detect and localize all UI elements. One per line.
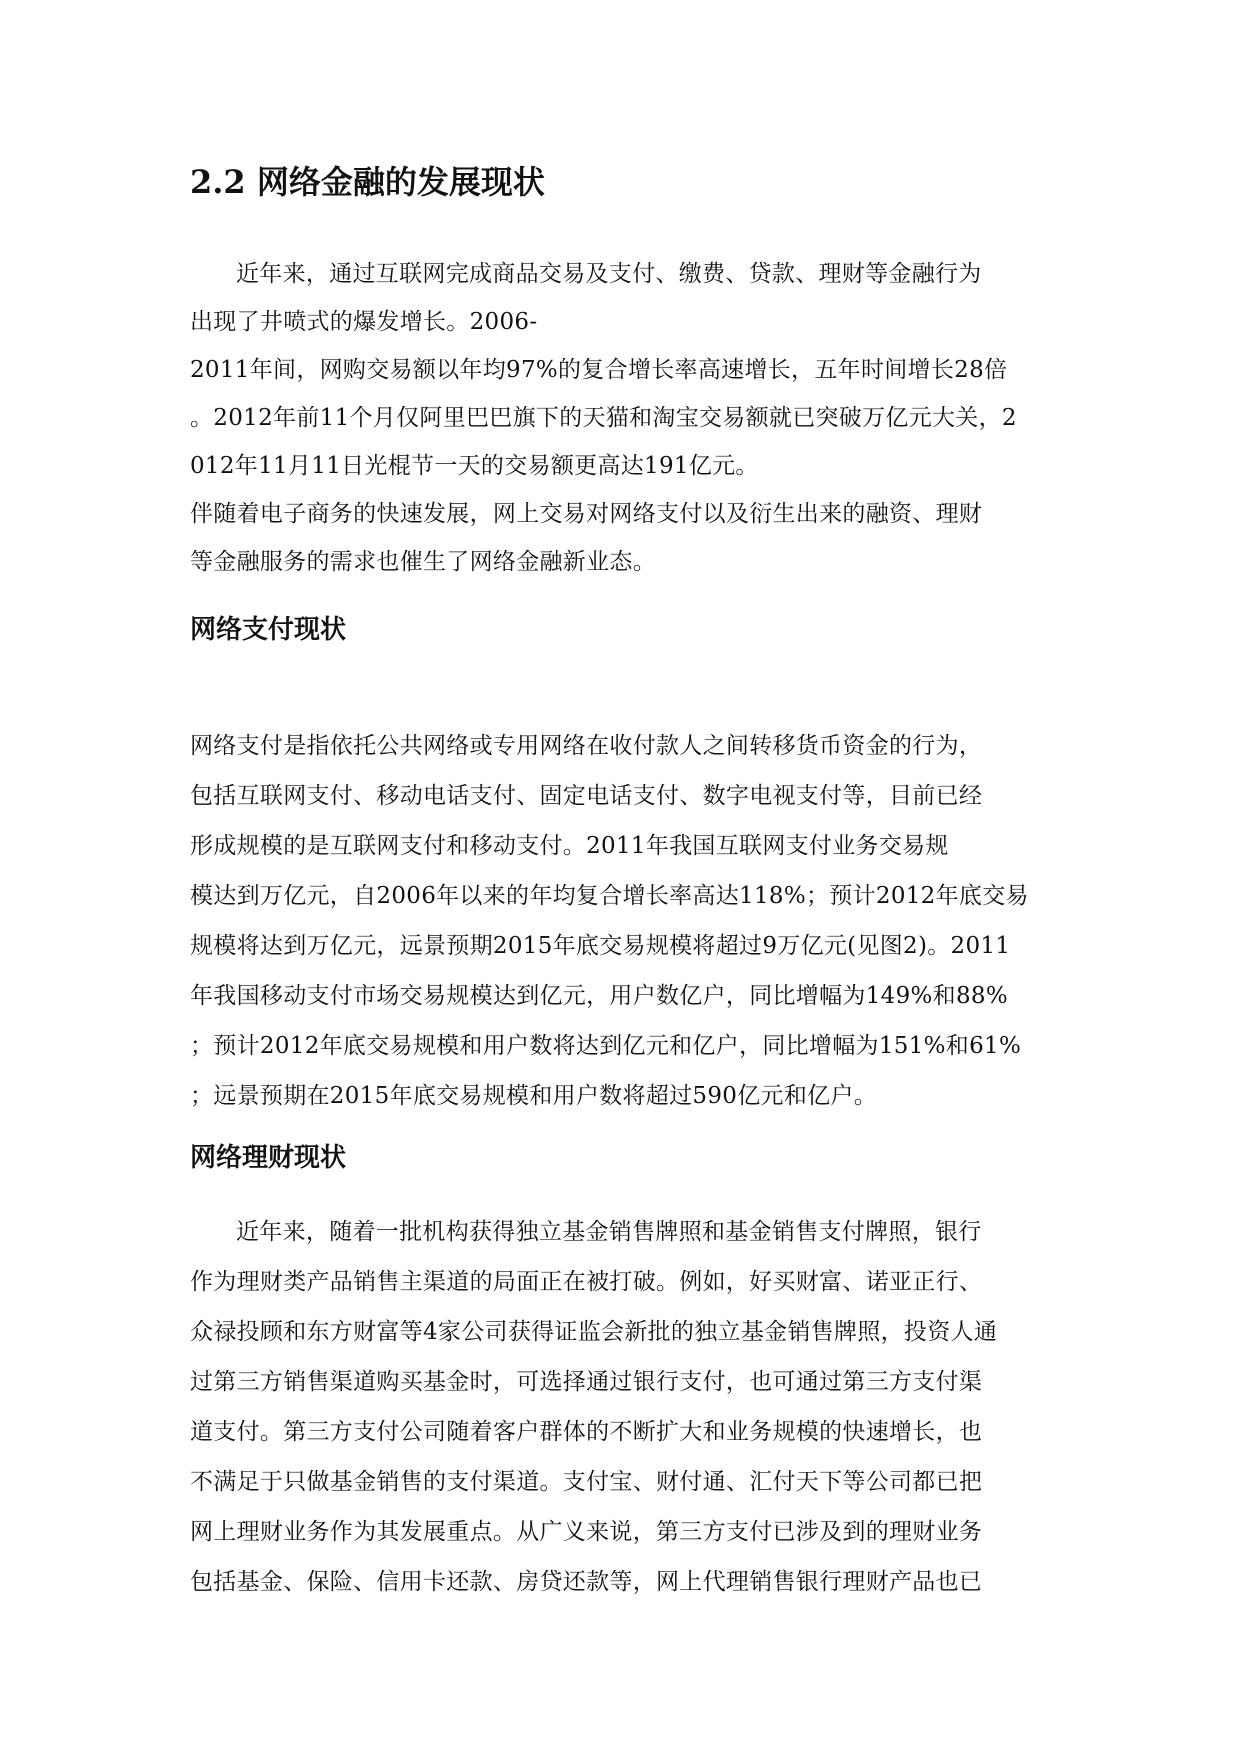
section-title: 2.2 网络金融的发展现状: [190, 163, 545, 201]
wealth-line: 过第三方销售渠道购买基金时，可选择通过银行支付，也可通过第三方支付渠: [190, 1369, 983, 1395]
payment-line: 网络支付是指依托公共网络或专用网络在收付款人之间转移货币资金的行为，: [190, 733, 983, 759]
payment-line: ；远景预期在2015年底交易规模和用户数将超过590亿元和亿户。: [190, 1083, 878, 1109]
wealth-line: 不满足于只做基金销售的支付渠道。支付宝、财付通、汇付天下等公司都已把: [190, 1469, 983, 1495]
wealth-line: 包括基金、保险、信用卡还款、房贷还款等，网上代理销售银行理财产品也已: [190, 1569, 983, 1595]
wealth-line: 道支付。第三方支付公司随着客户群体的不断扩大和业务规模的快速增长，也: [190, 1419, 983, 1445]
intro-line: 012年11月11日光棍节一天的交易额更高达191亿元。: [190, 453, 759, 479]
payment-heading: 网络支付现状: [190, 615, 347, 645]
payment-line: 形成规模的是互联网支付和移动支付。2011年我国互联网支付业务交易规: [190, 833, 949, 859]
wealth-line: 网上理财业务作为其发展重点。从广义来说，第三方支付已涉及到的理财业务: [190, 1519, 983, 1545]
intro-line: 等金融服务的需求也催生了网络金融新业态。: [190, 549, 656, 575]
wealth-line: 众禄投顾和东方财富等4家公司获得证监会新批的独立基金销售牌照，投资人通: [190, 1319, 998, 1345]
payment-line: ；预计2012年底交易规模和用户数将达到亿元和亿户，同比增幅为151%和61%: [190, 1033, 1022, 1059]
wealth-heading: 网络理财现状: [190, 1143, 347, 1173]
intro-line: 伴随着电子商务的快速发展，网上交易对网络支付以及衍生出来的融资、理财: [190, 501, 983, 527]
payment-line: 包括互联网支付、移动电话支付、固定电话支付、数字电视支付等，目前已经: [190, 783, 983, 809]
intro-line: 2011年间，网购交易额以年均97%的复合增长率高速增长，五年时间增长28倍: [190, 357, 1008, 383]
intro-line: 出现了井喷式的爆发增长。2006-: [190, 309, 538, 335]
payment-line: 规模将达到万亿元，远景预期2015年底交易规模将超过9万亿元(见图2)。2011: [190, 933, 1011, 959]
payment-line: 年我国移动支付市场交易规模达到亿元，用户数亿户，同比增幅为149%和88%: [190, 983, 1008, 1009]
wealth-line: 作为理财类产品销售主渠道的局面正在被打破。例如，好买财富、诺亚正行、: [190, 1269, 983, 1295]
payment-line: 模达到万亿元，自2006年以来的年均复合增长率高达118%；预计2012年底交易: [190, 883, 1029, 909]
wealth-line: 近年来，随着一批机构获得独立基金销售牌照和基金销售支付牌照，银行: [236, 1219, 982, 1245]
intro-line: 近年来，通过互联网完成商品交易及支付、缴费、贷款、理财等金融行为: [236, 261, 982, 287]
intro-line: 。2012年前11个月仅阿里巴巴旗下的天猫和淘宝交易额就已突破万亿元大关，2: [190, 405, 1017, 431]
